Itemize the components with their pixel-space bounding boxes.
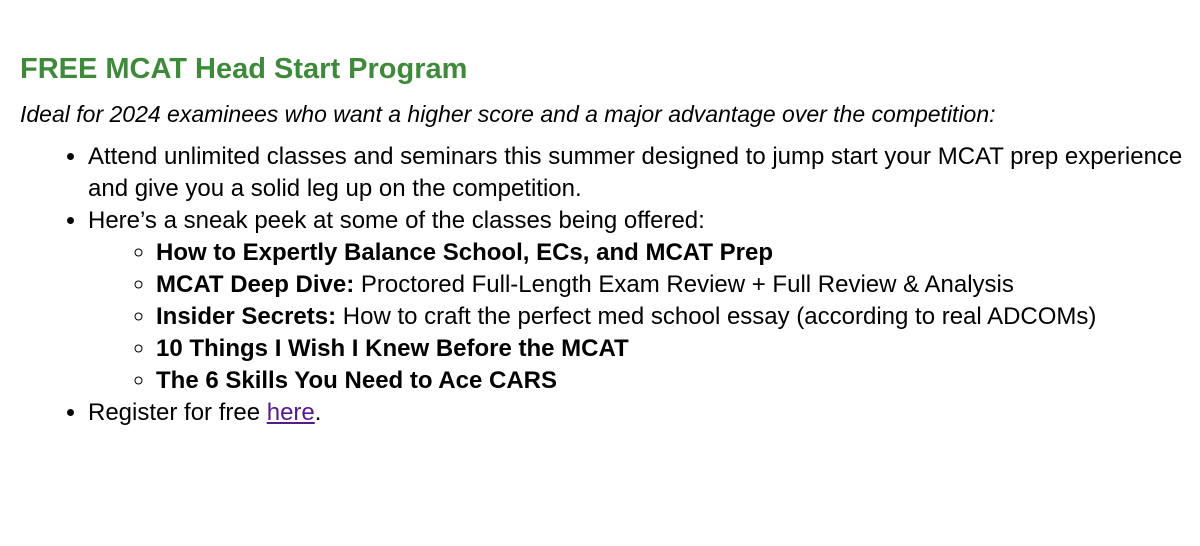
class-item-deep-dive [156,269,1200,301]
class-list [88,237,1200,397]
class-title: How to Expertly Balance School, ECs, and MCAT Prep [156,239,774,266]
class-title: MCAT Deep Dive: [156,271,355,298]
page-title: FREE MCAT Head Start Program [20,53,468,85]
bullet-sneak-peek [88,205,1200,397]
class-description: Proctored Full-Length Exam Review + Full Review & Analysis [354,271,1014,298]
bullet-text: Here’s a sneak peek at some of the classes being offered: [88,207,705,234]
class-item-cars-skills [156,365,1200,397]
class-item-ten-things [156,333,1200,365]
register-text: Register for free [88,399,267,426]
class-item-insider-secrets [156,301,1200,333]
register-period: . [314,399,322,426]
class-title: Insider Secrets: [156,303,337,330]
bullet-text: Attend unlimited classes and seminars this summer designed to jump start your MCAT prep experience and give you a solid leg up on the competition. [88,143,1183,202]
main-bullet-list [20,141,1200,429]
class-title: The 6 Skills You Need to Ace CARS [156,367,557,394]
class-item-balance [156,237,1200,269]
bullet-register [88,397,1200,429]
class-description: How to craft the perfect med school essay (according to real ADCOMs) [336,303,1097,330]
register-link[interactable]: here [266,399,315,426]
bullet-attend-classes [88,141,1200,205]
class-title: 10 Things I Wish I Knew Before the MCAT [156,335,629,362]
intro-text: Ideal for 2024 examinees who want a higher score and a major advantage over the competition: [20,101,996,127]
